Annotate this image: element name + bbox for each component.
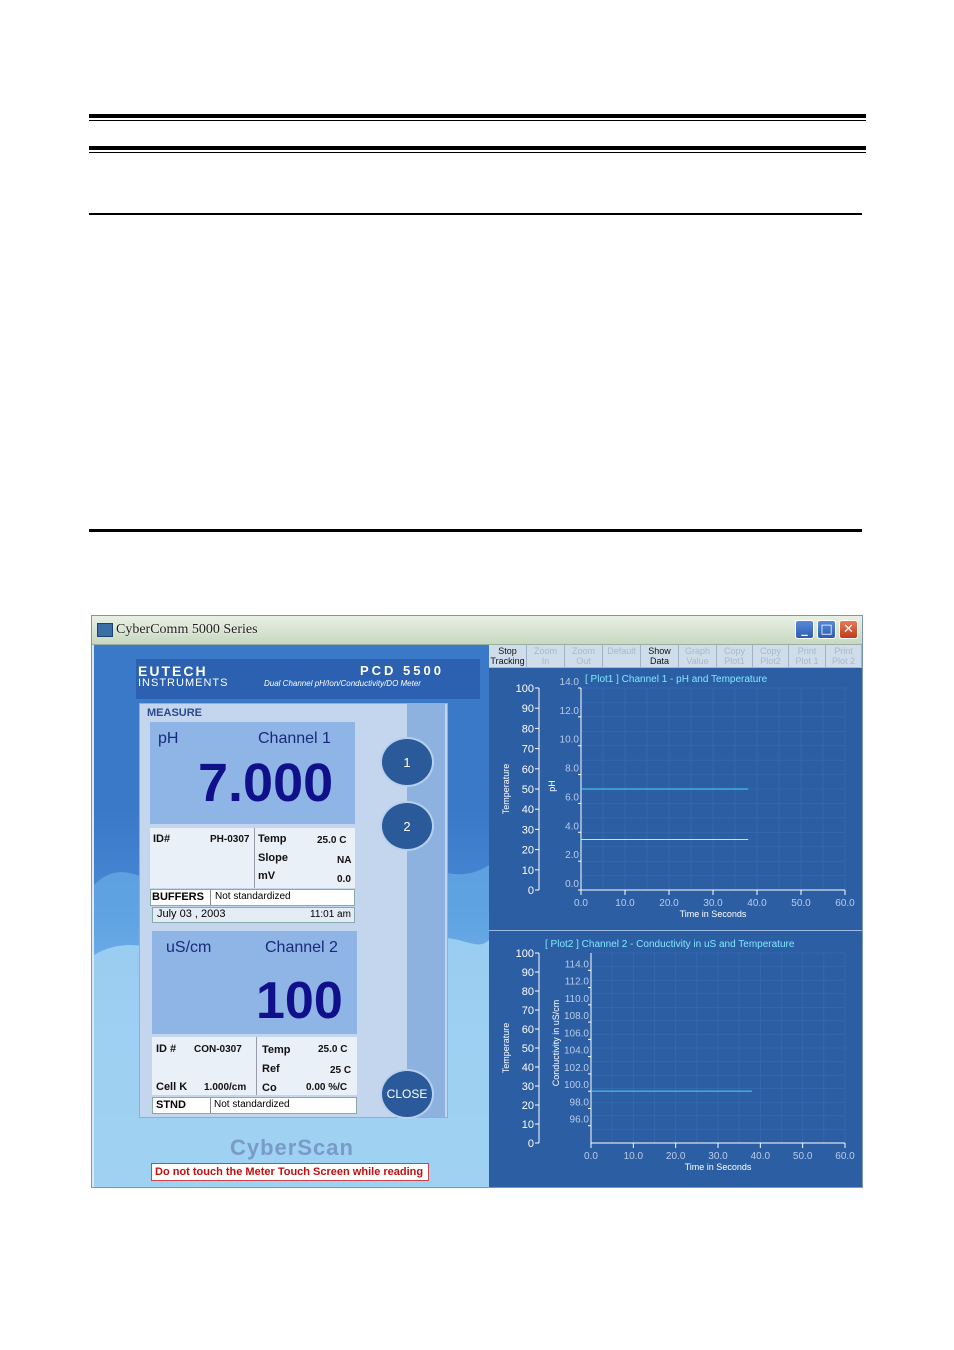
toolbar-button-stop-tracking[interactable] <box>489 645 527 667</box>
plot-toolbar <box>489 645 862 667</box>
cyberscan-logo: CyberScan <box>230 1135 354 1160</box>
model-description: Dual Channel pH/Ion/Conductivity/DO Meter <box>264 679 421 688</box>
x-axis-tick-label: 0.0 <box>574 898 588 909</box>
channel1-time: 11:01 am <box>310 909 351 920</box>
channel2-stnd-value: Not standardized <box>214 1099 290 1110</box>
model-number: PCD 5500 <box>360 663 444 678</box>
x-axis-tick-label: 50.0 <box>791 898 811 909</box>
section-rule-2 <box>89 529 862 532</box>
toolbar-button-default[interactable] <box>603 645 641 667</box>
right-axis-tick-label: 110.0 <box>564 993 589 1005</box>
x-axis-tick-label: 50.0 <box>792 1151 813 1162</box>
channel2-cellk-label: Cell K <box>156 1081 188 1093</box>
right-axis-tick-label: 12.0 <box>559 705 579 717</box>
toolbar-button-show-data[interactable] <box>641 645 679 667</box>
toolbar-label-line2: Plot 1 <box>795 656 819 666</box>
measure-label: MEASURE <box>147 707 203 719</box>
right-axis-tick-label: 104.0 <box>563 1045 589 1057</box>
x-axis-tick-label: 40.0 <box>750 1151 771 1162</box>
title-bar[interactable] <box>92 616 862 645</box>
x-axis-title: Time in Seconds <box>684 1162 752 1172</box>
channel2-temp-value: 25.0 C <box>318 1044 348 1055</box>
right-axis-tick-label: 98.0 <box>569 1097 589 1109</box>
toolbar-label-line1: Copy <box>759 646 781 656</box>
left-axis-tick-label: 50 <box>521 1043 534 1055</box>
warning-message: Do not touch the Meter Touch Screen while reading <box>151 1163 429 1181</box>
left-axis-tick-label: 20 <box>521 1100 534 1112</box>
left-axis-tick-label: 0 <box>527 1138 534 1150</box>
right-axis-tick-label: 100.0 <box>563 1080 589 1092</box>
left-axis-tick-label: 90 <box>521 703 534 716</box>
channel1-slope-label: Slope <box>258 852 288 864</box>
right-axis-tick-label: 14.0 <box>559 677 579 688</box>
left-axis-tick-label: 70 <box>521 1005 534 1017</box>
close-button[interactable]: CLOSE <box>380 1069 434 1119</box>
channel1-buffers-label: BUFFERS <box>152 891 204 903</box>
x-axis-title: Time in Seconds <box>679 909 747 919</box>
plot2 <box>489 930 862 1188</box>
channel2-display[interactable] <box>152 931 357 1034</box>
channel1-datetime-strip <box>152 907 355 923</box>
channel2-stnd-label: STND <box>156 1099 186 1111</box>
right-axis-tick-label: 6.0 <box>565 792 579 804</box>
toolbar-button-zoom-out[interactable] <box>565 645 603 667</box>
brand-name: EUTECH <box>138 663 208 679</box>
toolbar-button-copy-plot1[interactable] <box>717 645 753 667</box>
left-axis-tick-label: 100 <box>515 683 534 695</box>
toolbar-label-line2: Value <box>686 656 709 666</box>
toolbar-label-line1: Show <box>648 646 671 656</box>
right-axis-title: pH <box>547 780 557 792</box>
left-axis-title: Temperature <box>501 763 511 815</box>
left-axis-title: Temperature <box>501 1022 511 1074</box>
channel1-date: July 03 , 2003 <box>157 908 226 920</box>
channel2-button[interactable]: 2 <box>380 801 434 851</box>
channel2-id-label: ID # <box>156 1043 177 1055</box>
channel1-button[interactable]: 1 <box>380 737 434 787</box>
app-icon <box>97 623 113 637</box>
channel1-buffers-strip <box>150 889 355 906</box>
toolbar-label-line1: Print <box>834 646 853 656</box>
channel2-info-divider <box>256 1037 257 1095</box>
toolbar-label-line2: Plot1 <box>724 656 745 666</box>
left-axis-tick-label: 30 <box>521 1081 534 1093</box>
toolbar-label-line2: Data <box>649 656 669 666</box>
app-window <box>91 615 863 1188</box>
channel1-id-value: PH-0307 <box>210 834 250 845</box>
channel1-display[interactable] <box>150 722 355 824</box>
left-axis-tick-label: 60 <box>521 763 534 776</box>
channel2-stnd-strip <box>152 1097 357 1114</box>
left-axis-tick-label: 40 <box>521 804 534 817</box>
channel2-co-label: Co <box>262 1082 277 1094</box>
left-axis-tick-label: 60 <box>521 1024 534 1036</box>
toolbar-label-line2: Out <box>576 656 591 666</box>
channel1-buffers-value: Not standardized <box>215 891 291 902</box>
toolbar-label-line2: Plot2 <box>760 656 781 666</box>
right-axis-tick-label: 2.0 <box>565 850 579 862</box>
x-axis-tick-label: 60.0 <box>835 898 855 909</box>
channel2-ref-value: 25 C <box>330 1065 352 1076</box>
x-axis-tick-label: 20.0 <box>665 1151 686 1162</box>
x-axis-tick-label: 20.0 <box>659 898 679 909</box>
left-axis-tick-label: 50 <box>521 784 534 796</box>
right-axis-tick-label: 8.0 <box>565 763 579 775</box>
left-axis-tick-label: 100 <box>515 948 534 960</box>
left-axis-tick-label: 10 <box>521 864 534 877</box>
second-rule-thick <box>89 146 866 150</box>
x-axis-tick-label: 60.0 <box>835 1151 855 1162</box>
left-axis-tick-label: 30 <box>521 824 534 837</box>
toolbar-label-line1: Zoom <box>533 646 557 656</box>
plot-panel <box>489 645 862 1187</box>
toolbar-label-line1: Print <box>797 646 817 656</box>
close-icon[interactable]: ✕ <box>839 620 858 639</box>
top-rule-thick <box>89 114 866 118</box>
channel2-ref-label: Ref <box>262 1063 280 1075</box>
right-axis-tick-label: 114.0 <box>564 959 589 971</box>
channel2-cellk-value: 1.000/cm <box>204 1082 247 1093</box>
channel2-co-value: 0.00 %/C <box>306 1082 348 1093</box>
section-rule <box>89 213 862 215</box>
right-axis-tick-label: 102.0 <box>563 1062 589 1074</box>
plot2-svg <box>489 931 862 1188</box>
toolbar-label-line1: Copy <box>723 646 745 656</box>
x-axis-tick-label: 30.0 <box>703 898 723 909</box>
plot-title: [ Plot2 ] Channel 2 - Conductivity in uS and Temperature <box>545 939 795 950</box>
left-axis-tick-label: 80 <box>521 723 534 736</box>
toolbar-label-line1: Graph <box>684 646 710 656</box>
right-axis-tick-label: 108.0 <box>563 1011 589 1023</box>
plot1 <box>489 667 862 930</box>
top-rule-thin <box>89 120 866 121</box>
right-axis-tick-label: 4.0 <box>565 821 579 833</box>
minimize-icon[interactable]: _ <box>795 620 814 639</box>
channel2-value: 100 <box>256 972 343 1030</box>
toolbar-button-print-plot-2[interactable] <box>826 645 862 667</box>
channel1-name: Channel 1 <box>258 730 331 747</box>
right-axis-title: Conductivity in uS/cm <box>551 999 561 1087</box>
left-axis-tick-label: 90 <box>521 967 534 979</box>
maximize-icon[interactable]: □ <box>817 620 836 639</box>
channel1-info <box>150 828 355 888</box>
channel1-temp-value: 25.0 C <box>317 835 347 846</box>
meter-panel <box>94 645 489 1187</box>
toolbar-button-graph-value[interactable] <box>679 645 717 667</box>
x-axis-tick-label: 10.0 <box>623 1151 644 1162</box>
toolbar-label-line1: Stop <box>498 646 517 656</box>
channel1-buffers-divider <box>210 890 211 905</box>
toolbar-label-line2: Tracking <box>490 656 525 666</box>
channel1-slope-value: NA <box>337 855 352 866</box>
plot-title: [ Plot1 ] Channel 1 - pH and Temperature <box>585 674 768 685</box>
x-axis-tick-label: 30.0 <box>708 1151 728 1162</box>
channel1-mv-value: 0.0 <box>337 874 351 885</box>
plot1-svg <box>489 668 862 930</box>
window-title: CyberComm 5000 Series <box>116 622 258 637</box>
channel2-unit: uS/cm <box>166 939 212 956</box>
left-axis-tick-label: 10 <box>521 1119 534 1131</box>
channel1-id-label: ID# <box>153 833 171 845</box>
toolbar-button-zoom-in[interactable] <box>527 645 565 667</box>
channel1-temp-label: Temp <box>258 833 287 845</box>
left-axis-tick-label: 70 <box>521 743 534 756</box>
toolbar-label-line2: In <box>541 656 550 666</box>
left-axis-tick-label: 80 <box>521 986 534 998</box>
right-axis-tick-label: 106.0 <box>563 1028 589 1040</box>
left-axis-tick-label: 20 <box>521 844 534 857</box>
channel1-info-divider <box>254 828 255 888</box>
toolbar-button-print-plot-1[interactable] <box>789 645 826 667</box>
left-axis-tick-label: 0 <box>527 885 534 897</box>
channel2-name: Channel 2 <box>265 939 338 956</box>
brand-subtitle: INSTRUMENTS <box>138 677 229 689</box>
toolbar-label-line2: Plot 2 <box>831 656 855 666</box>
right-axis-tick-label: 96.0 <box>569 1114 589 1126</box>
second-rule-thin <box>89 152 866 153</box>
right-axis-tick-label: 10.0 <box>559 734 579 746</box>
channel2-info <box>152 1037 357 1095</box>
channel1-value: 7.000 <box>198 753 334 813</box>
channel2-temp-label: Temp <box>262 1044 291 1056</box>
x-axis-tick-label: 40.0 <box>747 898 767 909</box>
channel1-unit: pH <box>158 730 179 747</box>
toolbar-label-line1: Zoom <box>571 646 595 656</box>
channel1-mv-label: mV <box>258 870 276 882</box>
right-axis-tick-label: 0.0 <box>565 879 579 890</box>
right-axis-tick-label: 112.0 <box>564 976 589 988</box>
channel2-stnd-divider <box>210 1098 211 1113</box>
x-axis-tick-label: 10.0 <box>615 898 635 909</box>
left-axis-tick-label: 40 <box>521 1062 534 1074</box>
toolbar-button-copy-plot2[interactable] <box>753 645 789 667</box>
channel2-id-value: CON-0307 <box>194 1044 242 1055</box>
toolbar-label-line1: Default <box>607 646 636 656</box>
x-axis-tick-label: 0.0 <box>584 1151 598 1162</box>
